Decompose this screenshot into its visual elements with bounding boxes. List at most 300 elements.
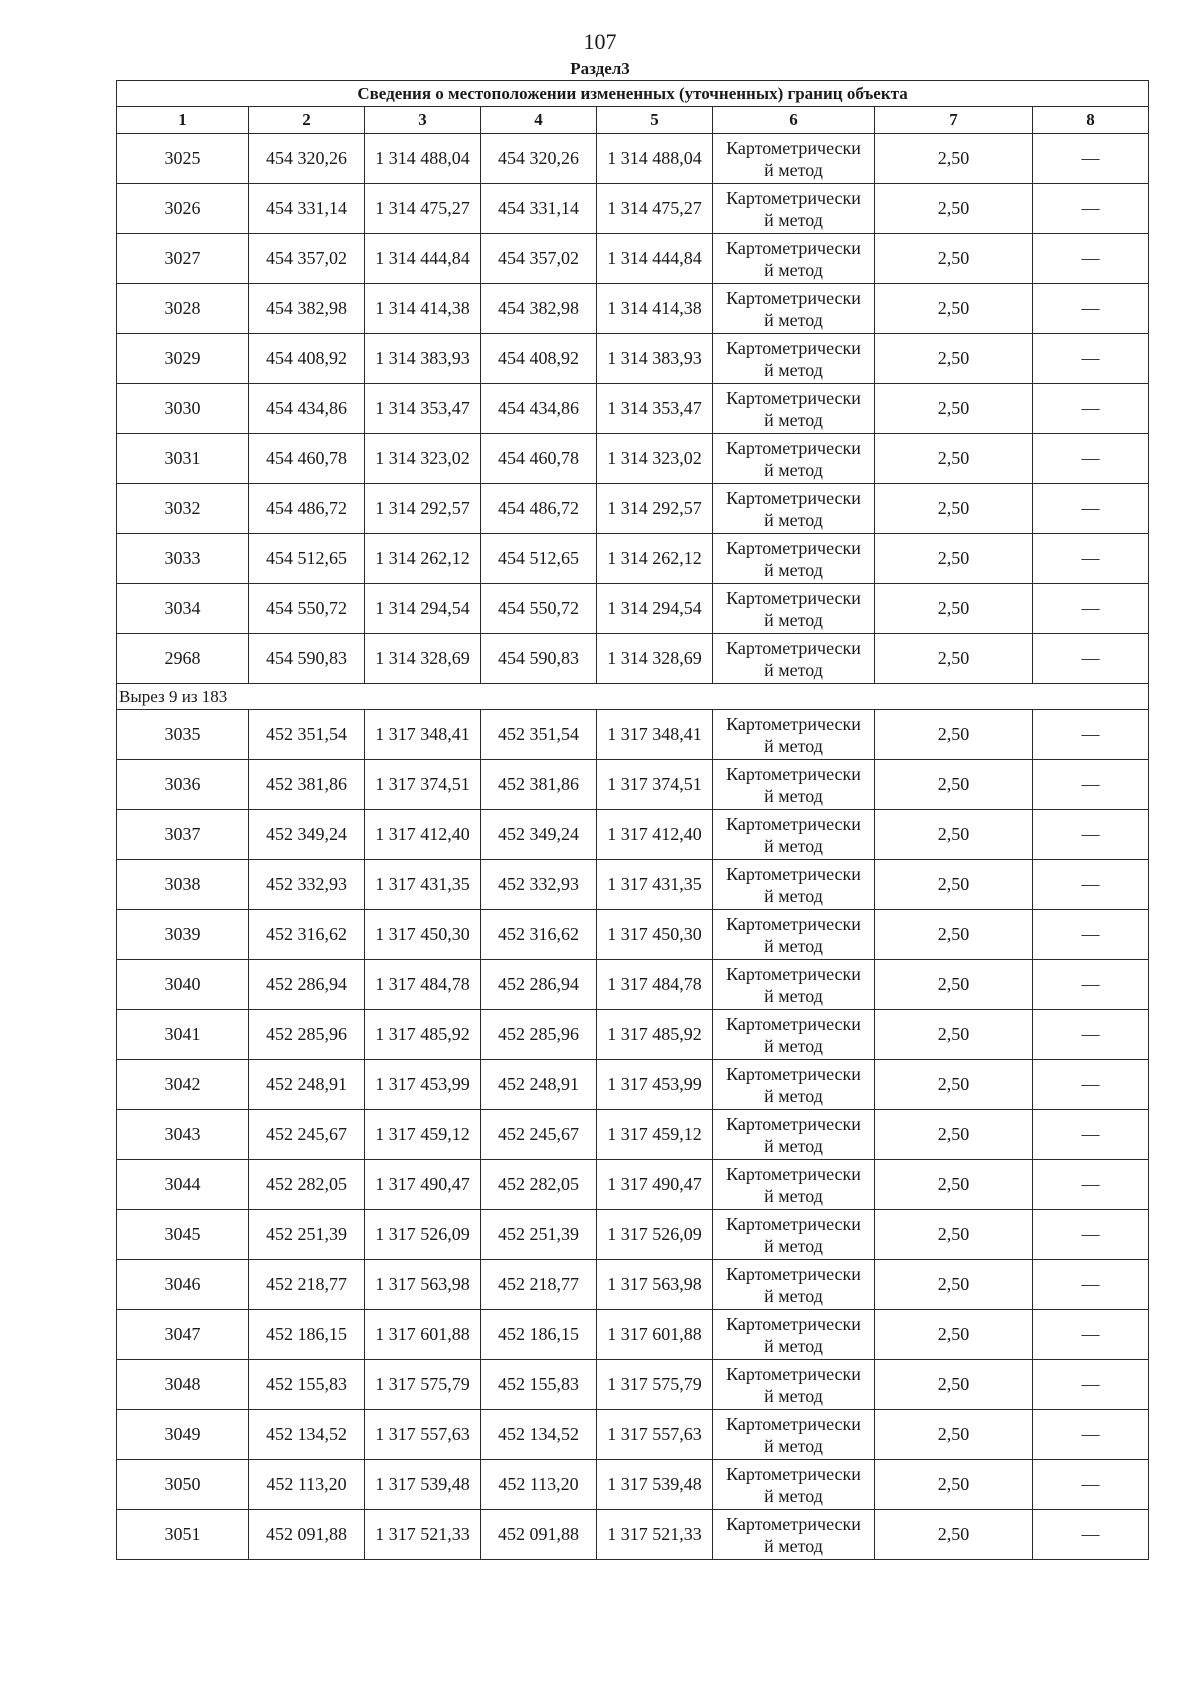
coordinate-cell: 1 314 292,57 xyxy=(365,484,481,534)
method-cell xyxy=(713,760,875,810)
point-number-cell: 3051 xyxy=(117,1510,249,1560)
coordinate-cell: 1 314 488,04 xyxy=(597,134,713,184)
dash-cell: — xyxy=(1033,810,1149,860)
coordinate-cell: 1 317 575,79 xyxy=(365,1360,481,1410)
method-cell xyxy=(713,1160,875,1210)
coordinate-cell: 1 317 526,09 xyxy=(365,1210,481,1260)
method-text-line: Картометрически xyxy=(726,637,861,658)
accuracy-cell: 2,50 xyxy=(875,810,1033,860)
coordinate-cell: 1 317 526,09 xyxy=(597,1210,713,1260)
accuracy-cell: 2,50 xyxy=(875,284,1033,334)
accuracy-cell: 2,50 xyxy=(875,910,1033,960)
table-row xyxy=(117,810,1149,860)
point-number-cell: 3026 xyxy=(117,184,249,234)
coordinate-cell: 1 317 412,40 xyxy=(365,810,481,860)
coordinate-cell: 452 134,52 xyxy=(481,1410,597,1460)
point-number-cell: 3040 xyxy=(117,960,249,1010)
coordinate-cell: 1 314 292,57 xyxy=(597,484,713,534)
method-text-line: Картометрически xyxy=(726,1213,861,1234)
coordinate-cell: 1 317 484,78 xyxy=(597,960,713,1010)
column-number: 1 xyxy=(117,107,249,134)
coordinate-cell: 452 248,91 xyxy=(481,1060,597,1110)
column-number: 3 xyxy=(365,107,481,134)
cut-label: Вырез 9 из 183 xyxy=(117,684,1149,710)
dash-cell: — xyxy=(1033,284,1149,334)
accuracy-cell: 2,50 xyxy=(875,1010,1033,1060)
coordinate-cell: 452 091,88 xyxy=(249,1510,365,1560)
coordinate-cell: 452 332,93 xyxy=(249,860,365,910)
coordinate-cell: 454 460,78 xyxy=(249,434,365,484)
table-row xyxy=(117,584,1149,634)
point-number-cell: 3041 xyxy=(117,1010,249,1060)
coordinate-cell: 454 320,26 xyxy=(249,134,365,184)
method-cell xyxy=(713,1460,875,1510)
point-number-cell: 3035 xyxy=(117,710,249,760)
method-text-line: Картометрически xyxy=(726,963,861,984)
point-number-cell: 3042 xyxy=(117,1060,249,1110)
method-text-line: й метод xyxy=(764,1035,823,1056)
coordinate-cell: 1 317 490,47 xyxy=(597,1160,713,1210)
coordinate-cell: 454 357,02 xyxy=(481,234,597,284)
coordinate-cell: 452 381,86 xyxy=(481,760,597,810)
method-text-line: й метод xyxy=(764,1235,823,1256)
boundary-coordinates-table xyxy=(116,80,1149,1560)
coordinate-cell: 1 314 488,04 xyxy=(365,134,481,184)
table-caption: Сведения о местоположении измененных (уточненных) границ объекта xyxy=(117,81,1149,107)
accuracy-cell: 2,50 xyxy=(875,184,1033,234)
table-row xyxy=(117,1410,1149,1460)
method-text-line: Картометрически xyxy=(726,1163,861,1184)
point-number-cell: 3033 xyxy=(117,534,249,584)
coordinate-cell: 452 316,62 xyxy=(249,910,365,960)
method-text-line: Картометрически xyxy=(726,1363,861,1384)
accuracy-cell: 2,50 xyxy=(875,134,1033,184)
coordinate-cell: 452 113,20 xyxy=(481,1460,597,1510)
accuracy-cell: 2,50 xyxy=(875,584,1033,634)
coordinate-cell: 452 155,83 xyxy=(249,1360,365,1410)
dash-cell: — xyxy=(1033,534,1149,584)
accuracy-cell: 2,50 xyxy=(875,1360,1033,1410)
accuracy-cell: 2,50 xyxy=(875,434,1033,484)
method-cell xyxy=(713,134,875,184)
method-text-line: Картометрически xyxy=(726,1463,861,1484)
point-number-cell: 3044 xyxy=(117,1160,249,1210)
coordinate-cell: 452 282,05 xyxy=(249,1160,365,1210)
coordinate-cell: 454 550,72 xyxy=(481,584,597,634)
coordinate-cell: 452 286,94 xyxy=(481,960,597,1010)
coordinate-cell: 452 155,83 xyxy=(481,1360,597,1410)
coordinate-cell: 454 434,86 xyxy=(249,384,365,434)
method-text-line: й метод xyxy=(764,559,823,580)
accuracy-cell: 2,50 xyxy=(875,1510,1033,1560)
dash-cell: — xyxy=(1033,1360,1149,1410)
coordinate-cell: 1 317 431,35 xyxy=(597,860,713,910)
method-text-line: Картометрически xyxy=(726,1313,861,1334)
coordinate-cell: 1 317 575,79 xyxy=(597,1360,713,1410)
coordinate-cell: 452 285,96 xyxy=(249,1010,365,1060)
method-text-line: й метод xyxy=(764,985,823,1006)
method-text-line: й метод xyxy=(764,359,823,380)
coordinate-cell: 1 314 353,47 xyxy=(365,384,481,434)
coordinate-cell: 1 314 328,69 xyxy=(365,634,481,684)
method-text-line: Картометрически xyxy=(726,237,861,258)
accuracy-cell: 2,50 xyxy=(875,860,1033,910)
method-text-line: й метод xyxy=(764,459,823,480)
coordinate-cell: 452 351,54 xyxy=(249,710,365,760)
dash-cell: — xyxy=(1033,1310,1149,1360)
method-text-line: Картометрически xyxy=(726,137,861,158)
coordinate-cell: 1 317 453,99 xyxy=(365,1060,481,1110)
method-text-line: й метод xyxy=(764,785,823,806)
coordinate-cell: 1 317 459,12 xyxy=(597,1110,713,1160)
table-row xyxy=(117,960,1149,1010)
method-cell xyxy=(713,960,875,1010)
coordinate-cell: 452 349,24 xyxy=(249,810,365,860)
table-row xyxy=(117,384,1149,434)
method-text-line: Картометрически xyxy=(726,763,861,784)
dash-cell: — xyxy=(1033,860,1149,910)
point-number-cell: 3039 xyxy=(117,910,249,960)
method-text-line: й метод xyxy=(764,609,823,630)
method-text-line: й метод xyxy=(764,935,823,956)
coordinate-cell: 454 434,86 xyxy=(481,384,597,434)
dash-cell: — xyxy=(1033,434,1149,484)
coordinate-cell: 1 317 450,30 xyxy=(597,910,713,960)
dash-cell: — xyxy=(1033,584,1149,634)
method-text-line: Картометрически xyxy=(726,387,861,408)
coordinate-cell: 454 382,98 xyxy=(481,284,597,334)
point-number-cell: 3050 xyxy=(117,1460,249,1510)
dash-cell: — xyxy=(1033,960,1149,1010)
table-row xyxy=(117,1310,1149,1360)
coordinate-cell: 454 512,65 xyxy=(481,534,597,584)
coordinate-cell: 1 317 348,41 xyxy=(365,710,481,760)
table-row xyxy=(117,1260,1149,1310)
table-row xyxy=(117,484,1149,534)
dash-cell: — xyxy=(1033,1460,1149,1510)
coordinate-cell: 1 314 475,27 xyxy=(597,184,713,234)
point-number-cell: 3045 xyxy=(117,1210,249,1260)
accuracy-cell: 2,50 xyxy=(875,1410,1033,1460)
column-number: 8 xyxy=(1033,107,1149,134)
accuracy-cell: 2,50 xyxy=(875,634,1033,684)
method-text-line: й метод xyxy=(764,659,823,680)
dash-cell: — xyxy=(1033,710,1149,760)
coordinate-cell: 452 282,05 xyxy=(481,1160,597,1210)
method-text-line: Картометрически xyxy=(726,537,861,558)
method-text-line: й метод xyxy=(764,835,823,856)
table-row xyxy=(117,760,1149,810)
point-number-cell: 3025 xyxy=(117,134,249,184)
method-text-line: й метод xyxy=(764,885,823,906)
coordinate-cell: 1 317 450,30 xyxy=(365,910,481,960)
method-text-line: Картометрически xyxy=(726,1113,861,1134)
dash-cell: — xyxy=(1033,1260,1149,1310)
coordinate-cell: 1 317 601,88 xyxy=(365,1310,481,1360)
column-number: 5 xyxy=(597,107,713,134)
coordinate-cell: 1 317 539,48 xyxy=(365,1460,481,1510)
coordinate-cell: 1 317 557,63 xyxy=(597,1410,713,1460)
coordinate-cell: 454 590,83 xyxy=(481,634,597,684)
dash-cell: — xyxy=(1033,1060,1149,1110)
method-text-line: й метод xyxy=(764,1135,823,1156)
dash-cell: — xyxy=(1033,134,1149,184)
point-number-cell: 3043 xyxy=(117,1110,249,1160)
coordinate-cell: 1 314 414,38 xyxy=(365,284,481,334)
method-cell xyxy=(713,434,875,484)
coordinate-cell: 1 317 557,63 xyxy=(365,1410,481,1460)
point-number-cell: 3037 xyxy=(117,810,249,860)
method-text-line: Картометрически xyxy=(726,487,861,508)
coordinate-cell: 454 460,78 xyxy=(481,434,597,484)
table-row xyxy=(117,134,1149,184)
column-number: 2 xyxy=(249,107,365,134)
method-cell xyxy=(713,860,875,910)
coordinate-cell: 452 381,86 xyxy=(249,760,365,810)
coordinate-cell: 1 317 485,92 xyxy=(597,1010,713,1060)
method-cell xyxy=(713,1210,875,1260)
point-number-cell: 3029 xyxy=(117,334,249,384)
accuracy-cell: 2,50 xyxy=(875,1310,1033,1360)
table-row xyxy=(117,184,1149,234)
point-number-cell: 3034 xyxy=(117,584,249,634)
method-cell xyxy=(713,1060,875,1110)
method-text-line: Картометрически xyxy=(726,813,861,834)
coordinate-cell: 454 408,92 xyxy=(249,334,365,384)
method-text-line: й метод xyxy=(764,209,823,230)
section-title: Раздел3 xyxy=(570,59,630,78)
column-number-row xyxy=(117,107,1149,134)
point-number-cell: 3047 xyxy=(117,1310,249,1360)
coordinate-cell: 452 248,91 xyxy=(249,1060,365,1110)
method-cell xyxy=(713,384,875,434)
dash-cell: — xyxy=(1033,760,1149,810)
method-text-line: Картометрически xyxy=(726,1513,861,1534)
dash-cell: — xyxy=(1033,1210,1149,1260)
coordinate-cell: 454 331,14 xyxy=(481,184,597,234)
accuracy-cell: 2,50 xyxy=(875,710,1033,760)
point-number-cell: 3048 xyxy=(117,1360,249,1410)
table-row xyxy=(117,434,1149,484)
dash-cell: — xyxy=(1033,484,1149,534)
method-cell xyxy=(713,910,875,960)
coordinate-cell: 1 314 262,12 xyxy=(597,534,713,584)
coordinate-cell: 452 245,67 xyxy=(481,1110,597,1160)
method-text-line: Картометрически xyxy=(726,1413,861,1434)
coordinate-cell: 452 218,77 xyxy=(249,1260,365,1310)
coordinate-cell: 1 317 490,47 xyxy=(365,1160,481,1210)
coordinate-cell: 1 314 323,02 xyxy=(597,434,713,484)
table-row xyxy=(117,910,1149,960)
accuracy-cell: 2,50 xyxy=(875,484,1033,534)
column-number: 4 xyxy=(481,107,597,134)
table-row xyxy=(117,1360,1149,1410)
method-text-line: й метод xyxy=(764,1085,823,1106)
method-text-line: й метод xyxy=(764,509,823,530)
table-row xyxy=(117,634,1149,684)
coordinate-cell: 1 314 475,27 xyxy=(365,184,481,234)
method-text-line: й метод xyxy=(764,159,823,180)
coordinate-cell: 452 351,54 xyxy=(481,710,597,760)
method-text-line: й метод xyxy=(764,1385,823,1406)
accuracy-cell: 2,50 xyxy=(875,1210,1033,1260)
method-cell xyxy=(713,1310,875,1360)
dash-cell: — xyxy=(1033,184,1149,234)
table-row xyxy=(117,1010,1149,1060)
point-number-cell: 2968 xyxy=(117,634,249,684)
coordinate-cell: 1 317 431,35 xyxy=(365,860,481,910)
accuracy-cell: 2,50 xyxy=(875,234,1033,284)
coordinate-cell: 1 314 262,12 xyxy=(365,534,481,584)
accuracy-cell: 2,50 xyxy=(875,384,1033,434)
coordinate-cell: 454 382,98 xyxy=(249,284,365,334)
coordinate-cell: 1 317 485,92 xyxy=(365,1010,481,1060)
method-text-line: Картометрически xyxy=(726,1013,861,1034)
method-text-line: Картометрически xyxy=(726,863,861,884)
method-text-line: й метод xyxy=(764,1485,823,1506)
method-text-line: Картометрически xyxy=(726,437,861,458)
accuracy-cell: 2,50 xyxy=(875,1160,1033,1210)
coordinate-cell: 452 285,96 xyxy=(481,1010,597,1060)
coordinate-cell: 1 314 383,93 xyxy=(597,334,713,384)
coordinate-cell: 454 486,72 xyxy=(481,484,597,534)
page-number: 107 xyxy=(583,29,617,54)
dash-cell: — xyxy=(1033,384,1149,434)
method-cell xyxy=(713,1510,875,1560)
method-text-line: й метод xyxy=(764,1285,823,1306)
dash-cell: — xyxy=(1033,634,1149,684)
method-cell xyxy=(713,1010,875,1060)
coordinate-cell: 452 091,88 xyxy=(481,1510,597,1560)
table-row xyxy=(117,234,1149,284)
table-caption-row xyxy=(117,81,1149,107)
accuracy-cell: 2,50 xyxy=(875,334,1033,384)
coordinate-cell: 1 317 563,98 xyxy=(597,1260,713,1310)
coordinate-cell: 454 550,72 xyxy=(249,584,365,634)
coordinate-cell: 1 317 348,41 xyxy=(597,710,713,760)
method-text-line: Картометрически xyxy=(726,913,861,934)
table-row xyxy=(117,334,1149,384)
point-number-cell: 3027 xyxy=(117,234,249,284)
dash-cell: — xyxy=(1033,1510,1149,1560)
method-text-line: й метод xyxy=(764,409,823,430)
coordinate-cell: 452 134,52 xyxy=(249,1410,365,1460)
coordinate-cell: 1 314 294,54 xyxy=(365,584,481,634)
dash-cell: — xyxy=(1033,334,1149,384)
accuracy-cell: 2,50 xyxy=(875,1110,1033,1160)
point-number-cell: 3049 xyxy=(117,1410,249,1460)
table-row xyxy=(117,284,1149,334)
coordinate-cell: 454 512,65 xyxy=(249,534,365,584)
dash-cell: — xyxy=(1033,1010,1149,1060)
point-number-cell: 3046 xyxy=(117,1260,249,1310)
point-number-cell: 3036 xyxy=(117,760,249,810)
method-cell xyxy=(713,810,875,860)
method-cell xyxy=(713,710,875,760)
table-row xyxy=(117,860,1149,910)
point-number-cell: 3028 xyxy=(117,284,249,334)
column-number: 6 xyxy=(713,107,875,134)
table-row xyxy=(117,1460,1149,1510)
coordinate-cell: 452 218,77 xyxy=(481,1260,597,1310)
coordinate-cell: 1 317 601,88 xyxy=(597,1310,713,1360)
coordinate-cell: 452 251,39 xyxy=(249,1210,365,1260)
accuracy-cell: 2,50 xyxy=(875,760,1033,810)
accuracy-cell: 2,50 xyxy=(875,1260,1033,1310)
table-row xyxy=(117,1110,1149,1160)
coordinate-cell: 1 314 444,84 xyxy=(365,234,481,284)
coordinate-cell: 454 331,14 xyxy=(249,184,365,234)
method-cell xyxy=(713,1410,875,1460)
dash-cell: — xyxy=(1033,1160,1149,1210)
dash-cell: — xyxy=(1033,1110,1149,1160)
method-text-line: й метод xyxy=(764,309,823,330)
coordinate-cell: 452 349,24 xyxy=(481,810,597,860)
table-row xyxy=(117,1210,1149,1260)
dash-cell: — xyxy=(1033,1410,1149,1460)
coordinate-cell: 1 317 539,48 xyxy=(597,1460,713,1510)
method-cell xyxy=(713,234,875,284)
method-cell xyxy=(713,284,875,334)
coordinate-cell: 454 486,72 xyxy=(249,484,365,534)
coordinate-cell: 454 357,02 xyxy=(249,234,365,284)
accuracy-cell: 2,50 xyxy=(875,960,1033,1010)
method-cell xyxy=(713,484,875,534)
coordinate-cell: 1 317 521,33 xyxy=(365,1510,481,1560)
coordinate-cell: 1 317 459,12 xyxy=(365,1110,481,1160)
method-text-line: й метод xyxy=(764,259,823,280)
coordinate-cell: 454 408,92 xyxy=(481,334,597,384)
table-row xyxy=(117,1060,1149,1110)
coordinate-cell: 452 251,39 xyxy=(481,1210,597,1260)
coordinate-cell: 1 314 414,38 xyxy=(597,284,713,334)
cut-label-row xyxy=(117,684,1149,710)
method-text-line: й метод xyxy=(764,1535,823,1556)
table-row xyxy=(117,1160,1149,1210)
coordinate-cell: 1 317 484,78 xyxy=(365,960,481,1010)
method-text-line: Картометрически xyxy=(726,187,861,208)
coordinate-cell: 452 186,15 xyxy=(481,1310,597,1360)
accuracy-cell: 2,50 xyxy=(875,534,1033,584)
coordinate-cell: 454 590,83 xyxy=(249,634,365,684)
coordinate-cell: 1 314 328,69 xyxy=(597,634,713,684)
method-text-line: Картометрически xyxy=(726,587,861,608)
method-cell xyxy=(713,1110,875,1160)
method-text-line: Картометрически xyxy=(726,337,861,358)
column-number: 7 xyxy=(875,107,1033,134)
method-cell xyxy=(713,584,875,634)
coordinate-cell: 1 314 294,54 xyxy=(597,584,713,634)
coordinate-cell: 1 317 374,51 xyxy=(365,760,481,810)
coordinate-cell: 452 286,94 xyxy=(249,960,365,1010)
coordinate-cell: 1 317 412,40 xyxy=(597,810,713,860)
method-cell xyxy=(713,534,875,584)
method-cell xyxy=(713,334,875,384)
point-number-cell: 3038 xyxy=(117,860,249,910)
coordinate-cell: 1 314 383,93 xyxy=(365,334,481,384)
method-cell xyxy=(713,1360,875,1410)
dash-cell: — xyxy=(1033,234,1149,284)
coordinate-cell: 1 317 563,98 xyxy=(365,1260,481,1310)
coordinate-cell: 1 317 521,33 xyxy=(597,1510,713,1560)
coordinate-cell: 452 245,67 xyxy=(249,1110,365,1160)
method-text-line: й метод xyxy=(764,1435,823,1456)
table-row xyxy=(117,710,1149,760)
method-text-line: Картометрически xyxy=(726,713,861,734)
point-number-cell: 3030 xyxy=(117,384,249,434)
method-text-line: й метод xyxy=(764,735,823,756)
coordinate-cell: 452 332,93 xyxy=(481,860,597,910)
